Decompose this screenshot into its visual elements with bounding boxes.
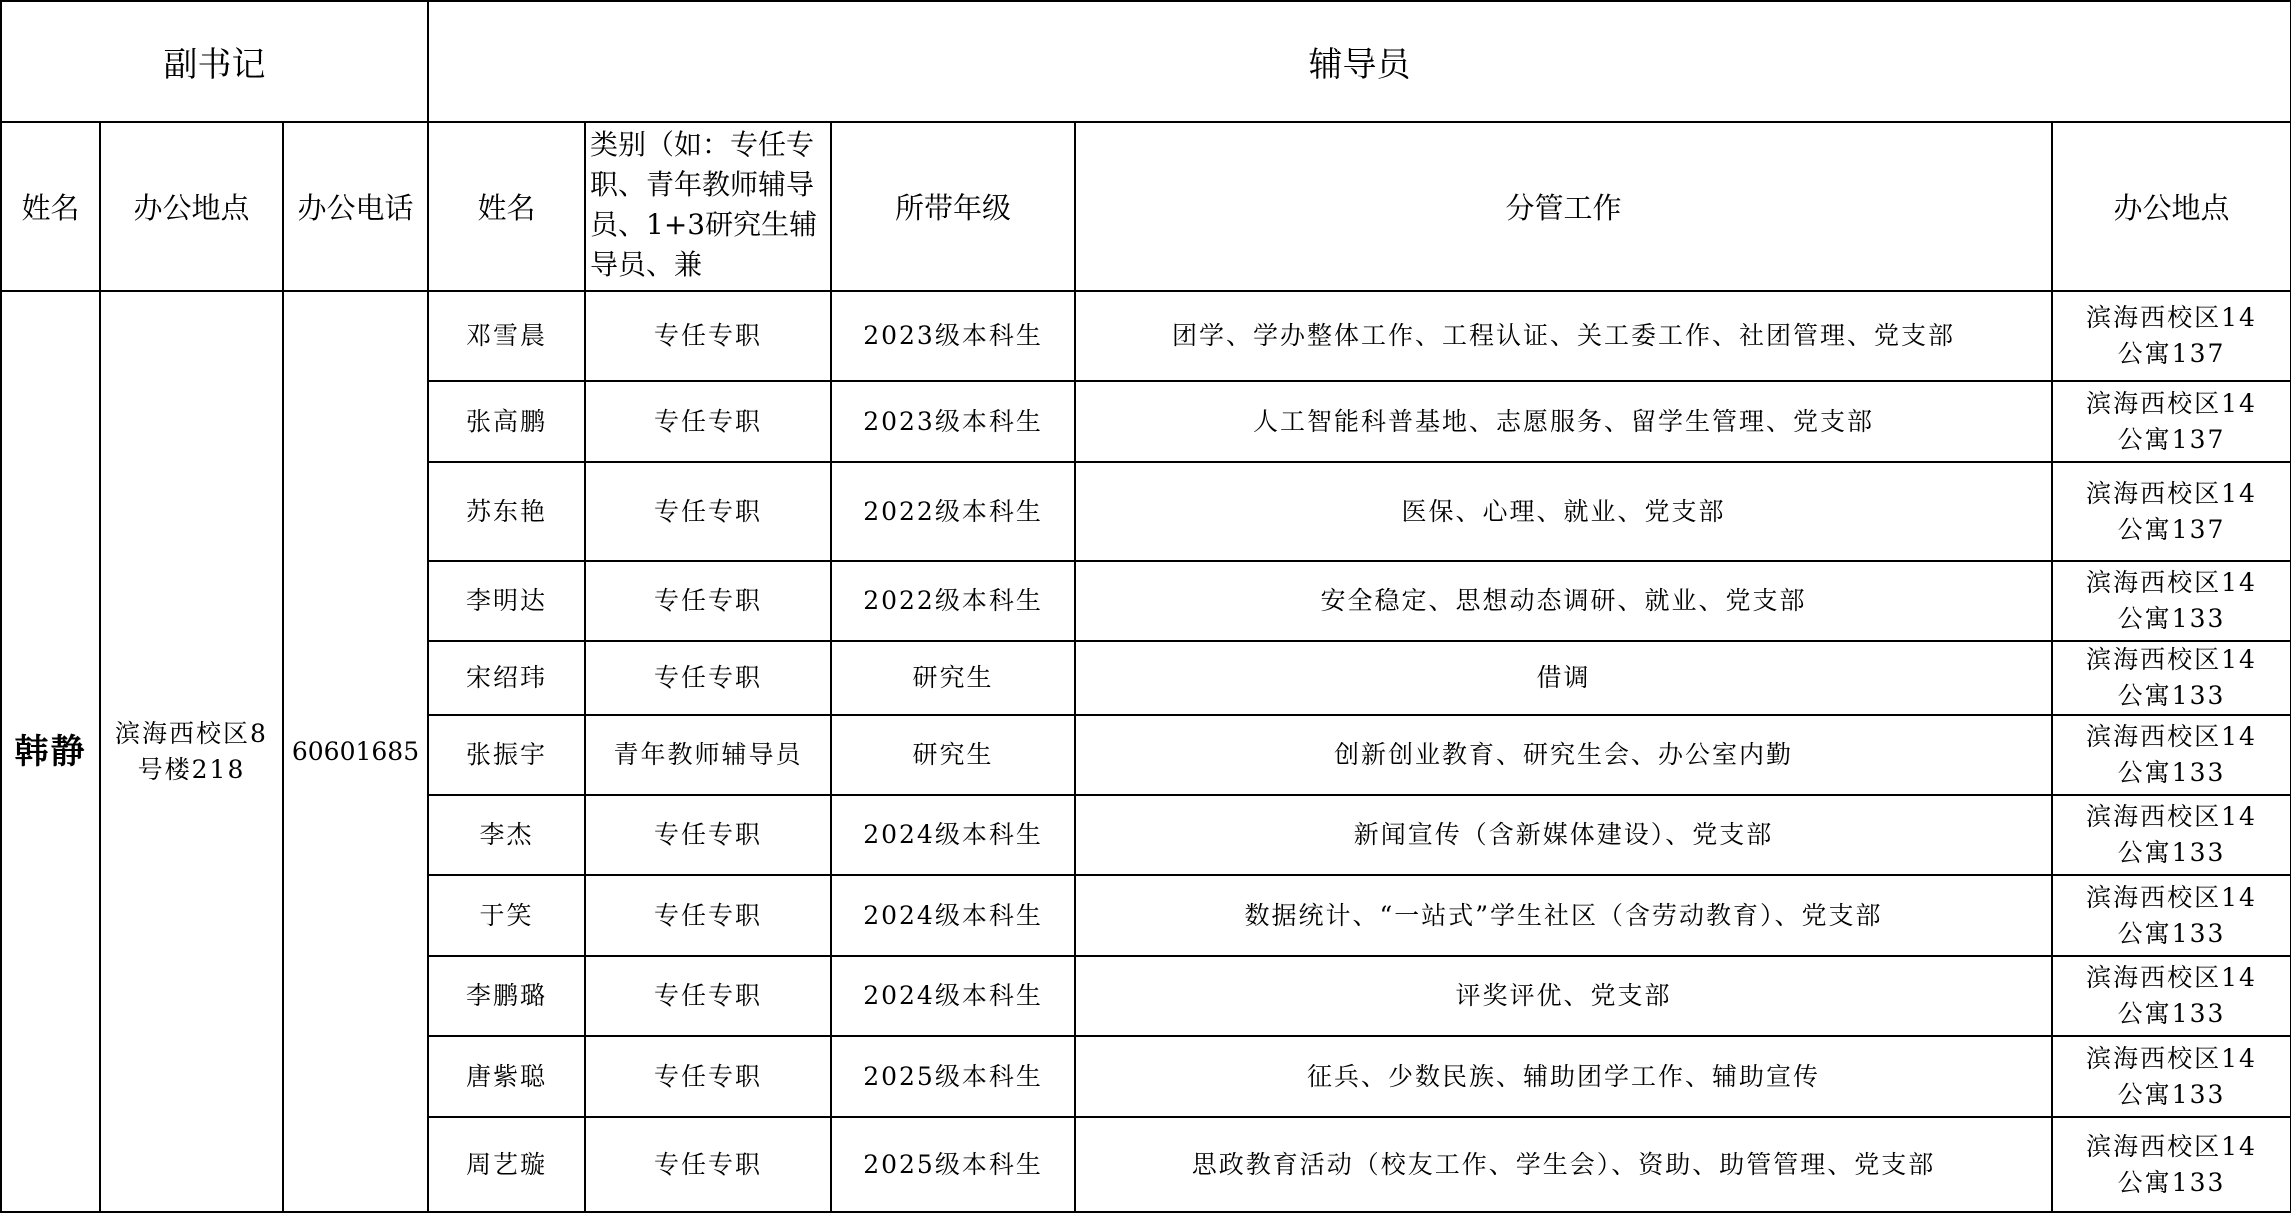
cell-duties: 评奖评优、党支部	[1075, 956, 2052, 1036]
deputy-secretary-name: 韩静	[1, 291, 100, 1212]
cell-grade: 2024级本科生	[831, 956, 1075, 1036]
col-sec-office: 办公地点	[100, 122, 283, 291]
cell-duties: 团学、学办整体工作、工程认证、关工委工作、社团管理、党支部	[1075, 291, 2052, 381]
cell-name: 周艺璇	[428, 1117, 585, 1212]
cell-office: 滨海西校区14公寓137	[2052, 381, 2291, 462]
col-duties: 分管工作	[1075, 122, 2052, 291]
cell-office: 滨海西校区14公寓133	[2052, 795, 2291, 875]
cell-grade: 2024级本科生	[831, 875, 1075, 956]
cell-duties: 征兵、少数民族、辅助团学工作、辅助宣传	[1075, 1036, 2052, 1117]
deputy-secretary-phone: 60601685	[283, 291, 428, 1212]
cell-duties: 思政教育活动（校友工作、学生会）、资助、助管管理、党支部	[1075, 1117, 2052, 1212]
col-grade: 所带年级	[831, 122, 1075, 291]
cell-office: 滨海西校区14公寓133	[2052, 715, 2291, 795]
deputy-secretary-office: 滨海西校区8号楼218	[100, 291, 283, 1212]
cell-grade: 2023级本科生	[831, 381, 1075, 462]
cell-duties: 医保、心理、就业、党支部	[1075, 462, 2052, 561]
cell-category: 专任专职	[585, 1036, 831, 1117]
cell-duties: 人工智能科普基地、志愿服务、留学生管理、党支部	[1075, 381, 2052, 462]
cell-grade: 2023级本科生	[831, 291, 1075, 381]
cell-category: 专任专职	[585, 381, 831, 462]
cell-name: 张高鹏	[428, 381, 585, 462]
cell-category: 专任专职	[585, 291, 831, 381]
cell-office: 滨海西校区14公寓137	[2052, 291, 2291, 381]
cell-duties: 新闻宣传（含新媒体建设）、党支部	[1075, 795, 2052, 875]
cell-name: 唐紫聪	[428, 1036, 585, 1117]
cell-duties: 创新创业教育、研究生会、办公室内勤	[1075, 715, 2052, 795]
cell-office: 滨海西校区14公寓133	[2052, 1036, 2291, 1117]
cell-category: 青年教师辅导员	[585, 715, 831, 795]
cell-category: 专任专职	[585, 641, 831, 715]
cell-grade: 2022级本科生	[831, 561, 1075, 641]
cell-category: 专任专职	[585, 956, 831, 1036]
cell-name: 宋绍玮	[428, 641, 585, 715]
cell-name: 于笑	[428, 875, 585, 956]
cell-office: 滨海西校区14公寓133	[2052, 956, 2291, 1036]
table-row	[1, 291, 2291, 381]
cell-name: 李杰	[428, 795, 585, 875]
cell-duties: 数据统计、“一站式”学生社区（含劳动教育）、党支部	[1075, 875, 2052, 956]
cell-grade: 2025级本科生	[831, 1117, 1075, 1212]
cell-office: 滨海西校区14公寓137	[2052, 462, 2291, 561]
cell-duties: 安全稳定、思想动态调研、就业、党支部	[1075, 561, 2052, 641]
cell-grade: 研究生	[831, 715, 1075, 795]
cell-category: 专任专职	[585, 1117, 831, 1212]
cell-name: 张振宇	[428, 715, 585, 795]
cell-office: 滨海西校区14公寓133	[2052, 561, 2291, 641]
col-name: 姓名	[428, 122, 585, 291]
cell-office: 滨海西校区14公寓133	[2052, 1117, 2291, 1212]
cell-name: 李明达	[428, 561, 585, 641]
cell-name: 苏东艳	[428, 462, 585, 561]
cell-office: 滨海西校区14公寓133	[2052, 641, 2291, 715]
cell-name: 李鹏璐	[428, 956, 585, 1036]
cell-category: 专任专职	[585, 462, 831, 561]
col-sec-name: 姓名	[1, 122, 100, 291]
col-category: 类别（如：专任专职、青年教师辅导员、1+3研究生辅导员、兼	[585, 122, 831, 291]
cell-grade: 2024级本科生	[831, 795, 1075, 875]
cell-category: 专任专职	[585, 795, 831, 875]
cell-category: 专任专职	[585, 875, 831, 956]
cell-grade: 2025级本科生	[831, 1036, 1075, 1117]
deputy-secretary-header: 副书记	[1, 1, 428, 122]
cell-grade: 研究生	[831, 641, 1075, 715]
cell-office: 滨海西校区14公寓133	[2052, 875, 2291, 956]
cell-grade: 2022级本科生	[831, 462, 1075, 561]
cell-duties: 借调	[1075, 641, 2052, 715]
col-office: 办公地点	[2052, 122, 2291, 291]
cell-category: 专任专职	[585, 561, 831, 641]
cell-name: 邓雪晨	[428, 291, 585, 381]
col-sec-phone: 办公电话	[283, 122, 428, 291]
counselors-header: 辅导员	[428, 1, 2291, 122]
